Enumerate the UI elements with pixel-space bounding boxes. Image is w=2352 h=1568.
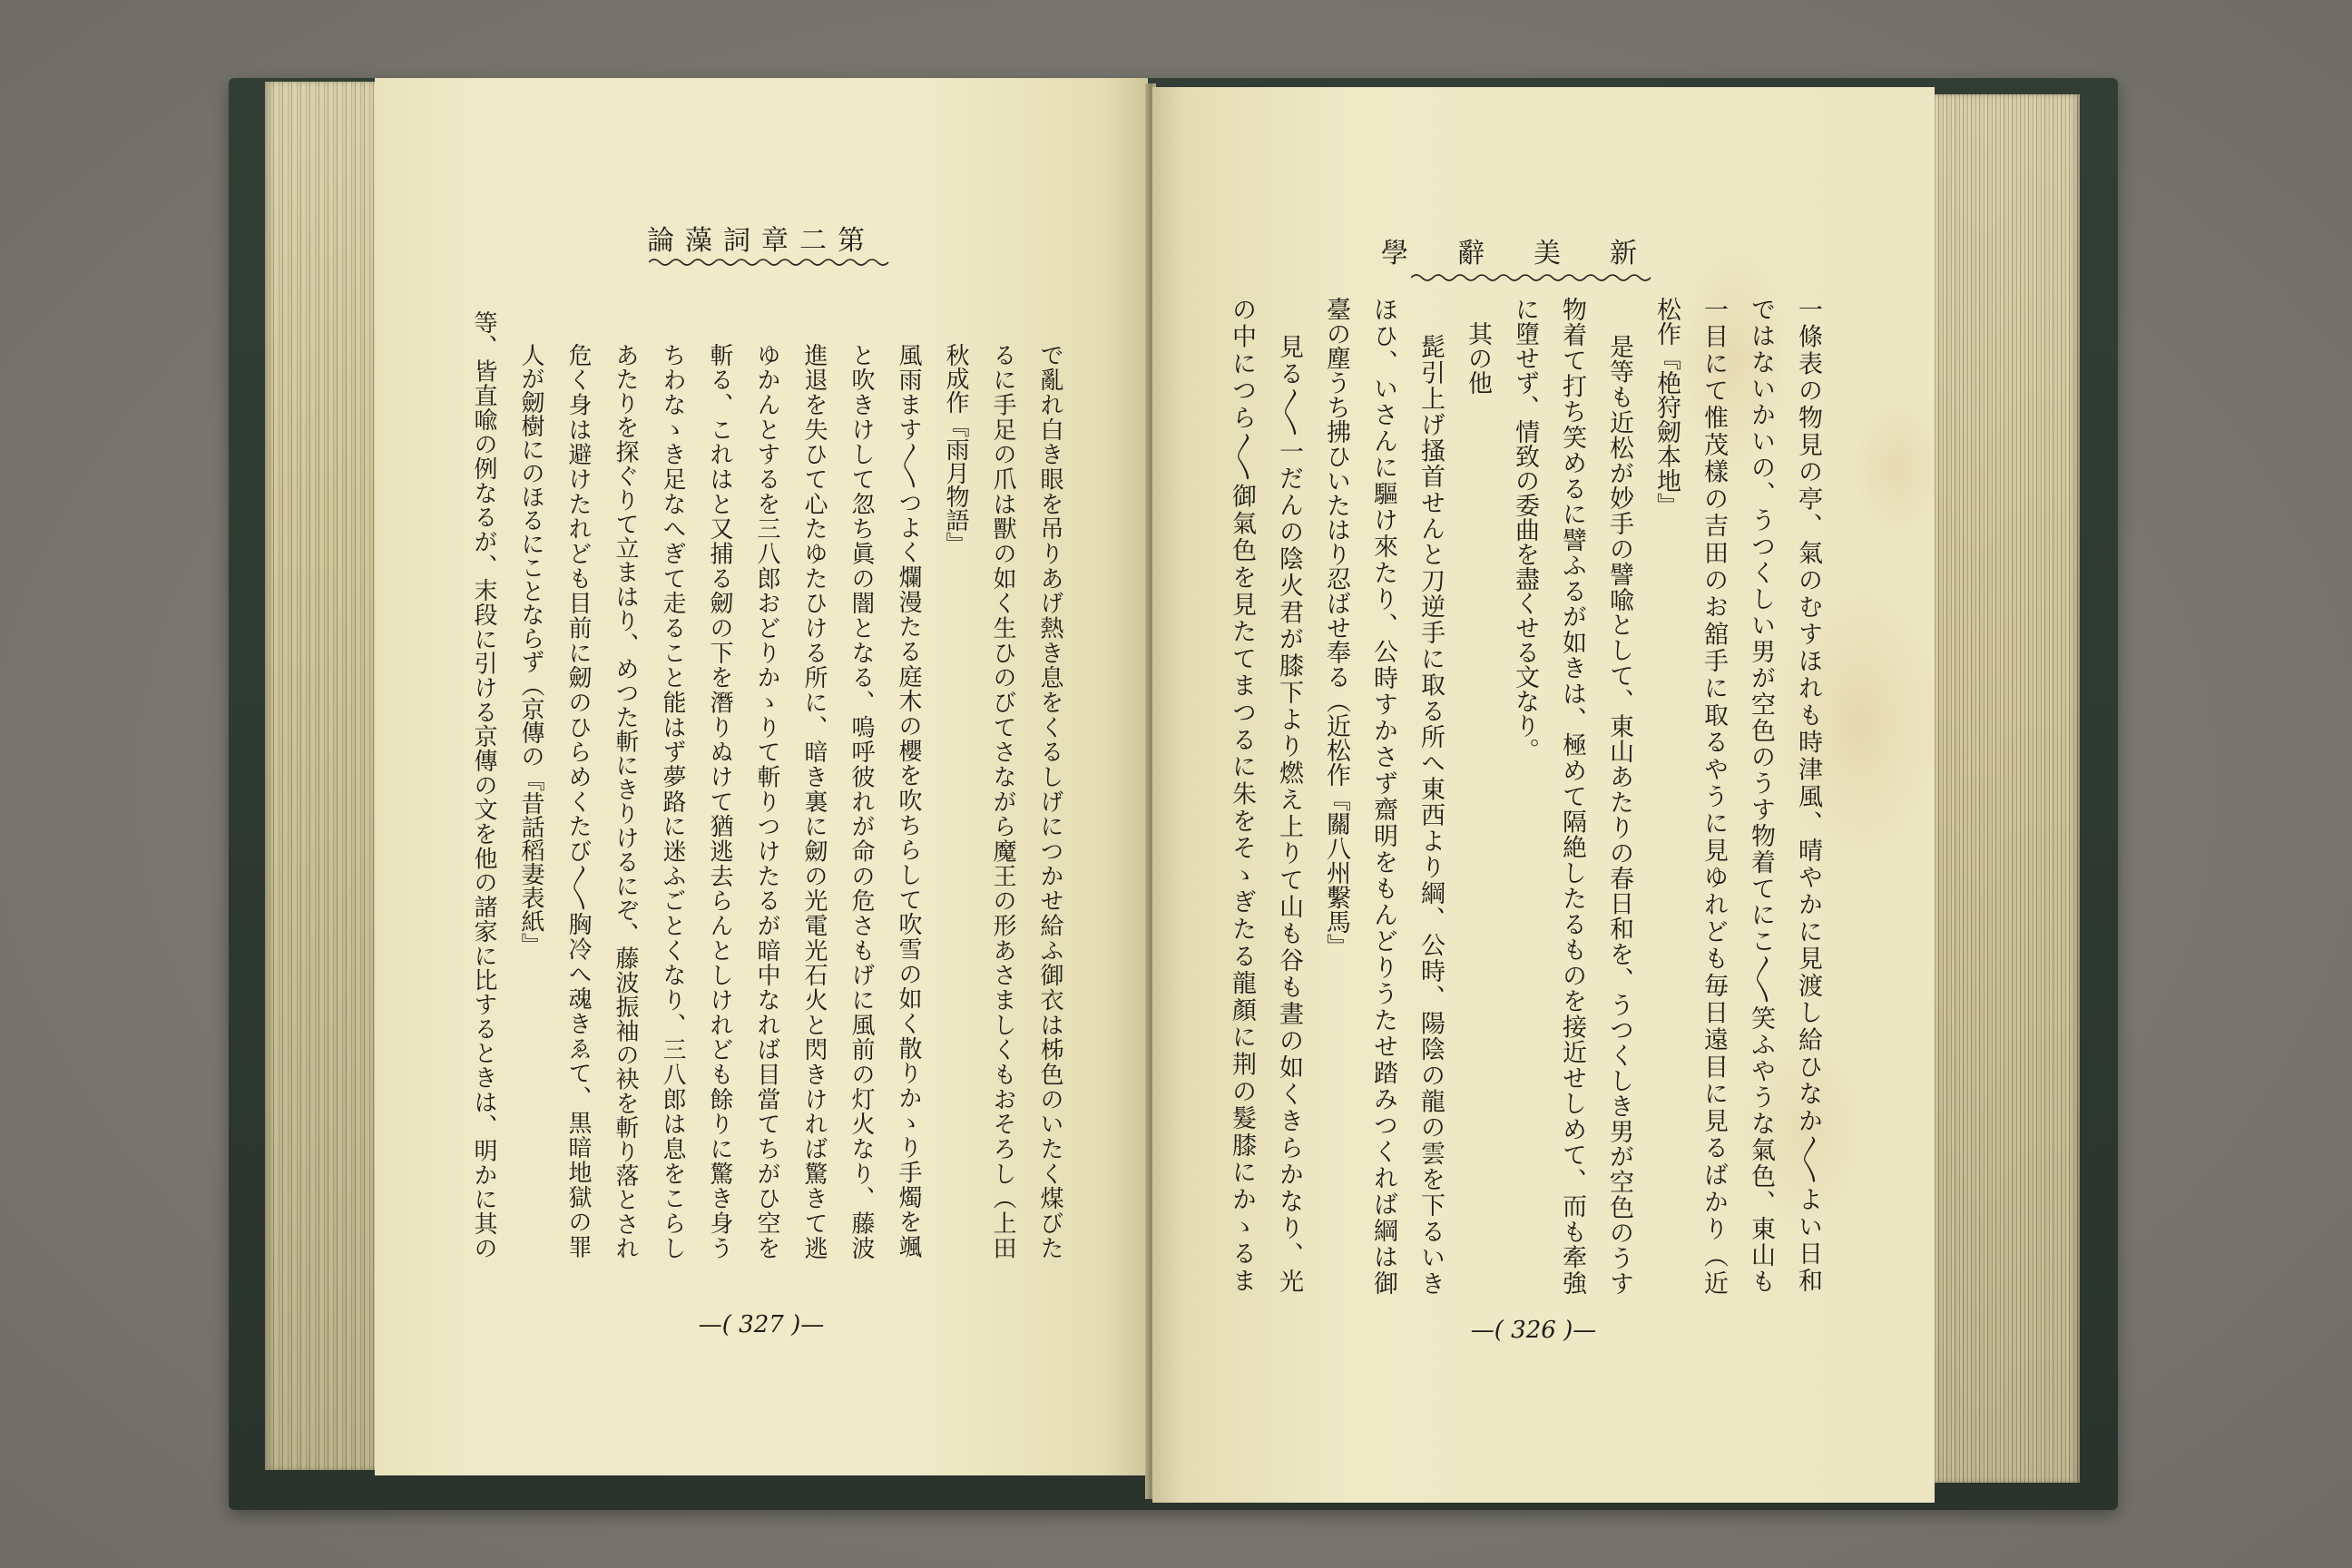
text-column: 其の他 bbox=[1464, 321, 1492, 395]
running-head-title: 新美辭學 bbox=[1381, 238, 1686, 270]
text-column: 物着て打ち笑めるに譬ふるが如きは、極めて隔絶したるものを接近せしめて、而も牽強 bbox=[1558, 297, 1586, 1295]
text-column: 危く身は避けたれども目前に劒のひらめくたび〳〵胸冷へ魂きゑて、黒暗地獄の罪 bbox=[564, 343, 592, 1259]
text-column: 秋成作『雨月物語』 bbox=[942, 343, 969, 555]
body-text bbox=[1218, 297, 1831, 1295]
body-text bbox=[460, 310, 1073, 1259]
text-column: ほひ、いさんに驅け來たり、公時すかさず齋明をもんどりうたせ踏みつくれば綱は御 bbox=[1369, 297, 1397, 1295]
left-page-edges bbox=[265, 82, 379, 1470]
text-column: 風雨ます〳〵つよく爛漫たる庭木の櫻を吹ちらして吹雪の如く散りかゝり手燭を颯 bbox=[895, 343, 922, 1259]
text-column: 一目にて惟茂樣の吉田のお舘手に取るやうに見ゆれども毎日遠目に見るばかり（近 bbox=[1700, 297, 1728, 1295]
text-column: で亂れ白き眼を吊りあげ熱き息をくるしげにつかせ給ふ御衣は柹色のいたく煤びた bbox=[1036, 343, 1063, 1259]
text-column: 人が劒樹にのほるにことならず（京傳の『昔話稻妻表紙』 bbox=[517, 343, 544, 956]
text-column: あたりを探ぐりて立まはり、めつた斬にきりけるにぞ、藤波振袖の袂を斬り落とされ bbox=[612, 343, 639, 1259]
running-head-underline bbox=[649, 256, 892, 269]
text-column: 松作『栬狩劒本地』 bbox=[1652, 297, 1681, 517]
right-page bbox=[1152, 87, 1935, 1503]
text-column: ゆかんとするを三八郎おどりかゝりて斬りつけたるが暗中なれば目當てちがひ空を bbox=[753, 343, 780, 1259]
text-column: と吹きけして忽ち眞の闇となる、嗚呼彼れが命の危さもげに風前の灯火なり、藤波 bbox=[848, 343, 875, 1259]
text-column: 一條表の物見の亭、氣のむすほれも時津風、晴やかに見渡し給ひなか〳〵よい日和 bbox=[1794, 297, 1822, 1295]
text-column: 進退を失ひて心たゆたひける所に、暗き裏に劒の光電光石火と閃きければ驚きて逃 bbox=[800, 343, 828, 1259]
text-column: 斬る、これはと又捕る劒の下を潛りぬけて猶逃去らんとしけれども餘りに驚き身う bbox=[706, 343, 733, 1259]
text-column: 髭引上げ搔首せんと刀逆手に取る所へ東西より綱、公時、陽陰の龍の雲を下るいき bbox=[1416, 333, 1445, 1295]
page-number: —( 327 )— bbox=[698, 1311, 825, 1338]
left-page bbox=[375, 78, 1148, 1475]
text-column: に墮せず、情致の委曲を盡くせる文なり。 bbox=[1511, 297, 1539, 762]
running-head-title: 第二章詞藻論 bbox=[647, 225, 876, 257]
text-column: 見る〳〵一だんの陰火君が膝下より燃え上りて山も谷も晝の如くきらかなり、光 bbox=[1275, 333, 1303, 1295]
text-column: ちわなゝき足なへぎて走ること能はず夢路に迷ふごとくなり、三八郎は息をこらし bbox=[659, 343, 686, 1259]
text-column: 等、皆直喩の例なるが、末段に引ける京傳の文を他の諸家に比するときは、明かに其の bbox=[470, 310, 497, 1259]
running-head bbox=[1152, 236, 1935, 272]
text-column: ではないかいの、うつくしい男が空色のうす物着てにこ〳〵笑ふやうな氣色、東山も bbox=[1747, 297, 1775, 1295]
text-column: の中につら〳〵御氣色を見たてまつるに朱をそゝぎたる龍顏に荆の髮膝にかゝるま bbox=[1228, 297, 1256, 1295]
text-column: 是等も近松が妙手の譬喩として、東山あたりの春日和を、うつくしき男が空色のうす bbox=[1605, 333, 1633, 1295]
text-column: るに手足の爪は獸の如く生ひのびてさながら魔王の形あさましくもおそろし（上田 bbox=[989, 343, 1016, 1259]
right-page-edges bbox=[1931, 94, 2080, 1483]
page-number: —( 326 )— bbox=[1470, 1317, 1597, 1344]
running-head bbox=[375, 223, 1148, 260]
text-column: 臺の塵うち拂ひいたはり忍ばせ奉る（近松作『關八州繫馬』 bbox=[1322, 297, 1350, 958]
running-head-underline bbox=[1411, 271, 1658, 284]
